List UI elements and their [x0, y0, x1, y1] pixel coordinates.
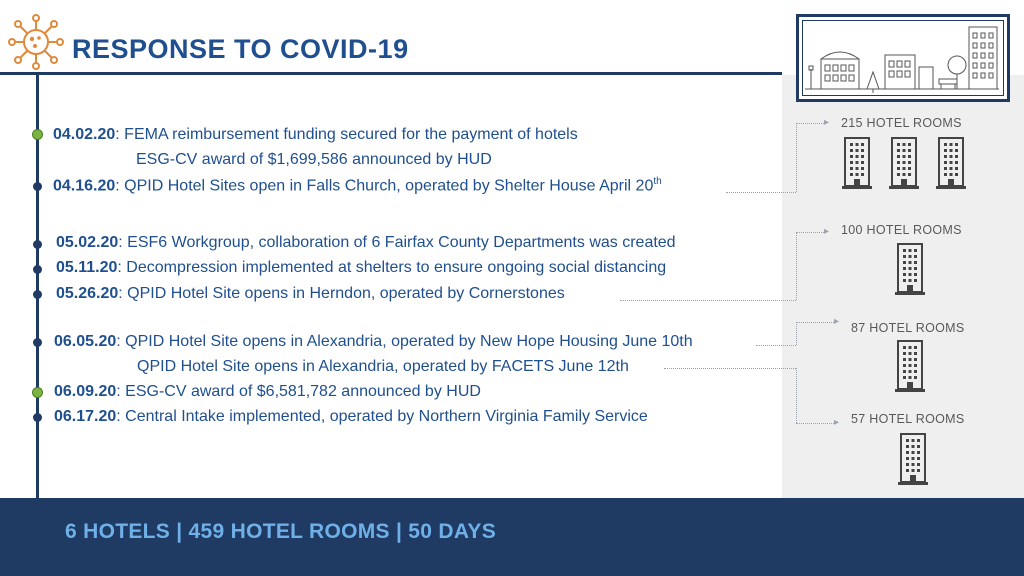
entry-text: : QPID Hotel Site opens in Herndon, operated by Cornerstones: [118, 285, 565, 302]
hotel-rooms-label: 215 HOTEL ROOMS: [841, 116, 962, 130]
connector-line: [796, 232, 797, 300]
entry-text: : ESG-CV award of $6,581,782 announced by HUD: [116, 383, 481, 400]
footer-summary: 6 HOTELS | 459 HOTEL ROOMS | 50 DAYS: [65, 520, 497, 543]
arrow-icon: ▸: [824, 117, 830, 128]
timeline-entry: [56, 259, 666, 277]
timeline-entry: [56, 234, 676, 252]
connector-line: [664, 368, 796, 369]
timeline-entry: [56, 285, 565, 303]
timeline-dot: [33, 240, 42, 249]
timeline-entry: [54, 408, 648, 426]
entry-text: : QPID Hotel Sites open in Falls Church, operated by Shelter House April 20: [115, 177, 654, 195]
entry-text: : QPID Hotel Site opens in Alexandria, operated by New Hope Housing June 10th: [116, 333, 693, 350]
timeline-dot: [33, 290, 42, 299]
connector-line: [796, 232, 826, 233]
hotel-building-icon: [895, 242, 925, 296]
entry-date: 06.05.20: [54, 333, 117, 350]
entry-date: 04.02.20: [53, 126, 116, 143]
city-skyline-illustration: [796, 14, 1010, 102]
entry-date: 06.17.20: [54, 408, 117, 425]
hotel-building-icon: [895, 339, 925, 393]
timeline-dot: [33, 182, 42, 191]
virus-icon: [8, 14, 64, 70]
arrow-icon: ▸: [834, 316, 840, 327]
connector-line: [796, 322, 797, 345]
hotel-building-icon: [889, 136, 919, 190]
header-divider: [0, 72, 782, 75]
entry-text: : Central Intake implemented, operated by Northern Virginia Family Service: [116, 408, 648, 425]
timeline-dot: [33, 265, 42, 274]
entry-text: : ESF6 Workgroup, collaboration of 6 Fairfax County Departments was created: [118, 234, 676, 251]
connector-line: [796, 123, 826, 124]
arrow-icon: ▸: [824, 226, 830, 237]
entry-date: 04.16.20: [53, 177, 116, 195]
entry-date: 05.11.20: [56, 259, 118, 276]
connector-line: [620, 300, 796, 301]
hotel-rooms-label: 100 HOTEL ROOMS: [841, 223, 962, 237]
hotel-building-icon: [898, 432, 928, 486]
entry-date: 05.02.20: [56, 234, 119, 251]
connector-line: [726, 192, 796, 193]
timeline-entry: [53, 126, 578, 144]
timeline-dot: [33, 413, 42, 422]
timeline-entry: [54, 383, 481, 401]
timeline-dot: [32, 387, 43, 398]
hotel-rooms-label: 57 HOTEL ROOMS: [851, 412, 965, 426]
timeline-dot: [33, 338, 42, 347]
entry-text: ESG-CV award of $1,699,586 announced by HUD: [136, 151, 492, 168]
timeline-entry: [53, 176, 662, 195]
arrow-icon: ▸: [834, 417, 840, 428]
page-title: RESPONSE TO COVID-19: [72, 34, 409, 64]
timeline-entry: [136, 151, 492, 169]
entry-superscript: th: [653, 176, 662, 187]
entry-text: QPID Hotel Site opens in Alexandria, operated by FACETS June 12th: [137, 358, 629, 375]
timeline-entry: [54, 333, 693, 351]
connector-line: [796, 368, 797, 423]
entry-date: 05.26.20: [56, 285, 119, 302]
hotel-building-icon: [936, 136, 966, 190]
timeline-entry: [137, 358, 629, 376]
entry-text: : FEMA reimbursement funding secured for the payment of hotels: [115, 126, 578, 143]
entry-date: 06.09.20: [54, 383, 117, 400]
entry-text: : Decompression implemented at shelters to ensure ongoing social distancing: [117, 259, 667, 276]
timeline-dot: [32, 129, 43, 140]
connector-line: [796, 123, 797, 192]
hotel-rooms-label: 87 HOTEL ROOMS: [851, 321, 965, 335]
connector-line: [796, 322, 836, 323]
connector-line: [796, 423, 836, 424]
connector-line: [756, 345, 796, 346]
hotel-building-icon: [842, 136, 872, 190]
